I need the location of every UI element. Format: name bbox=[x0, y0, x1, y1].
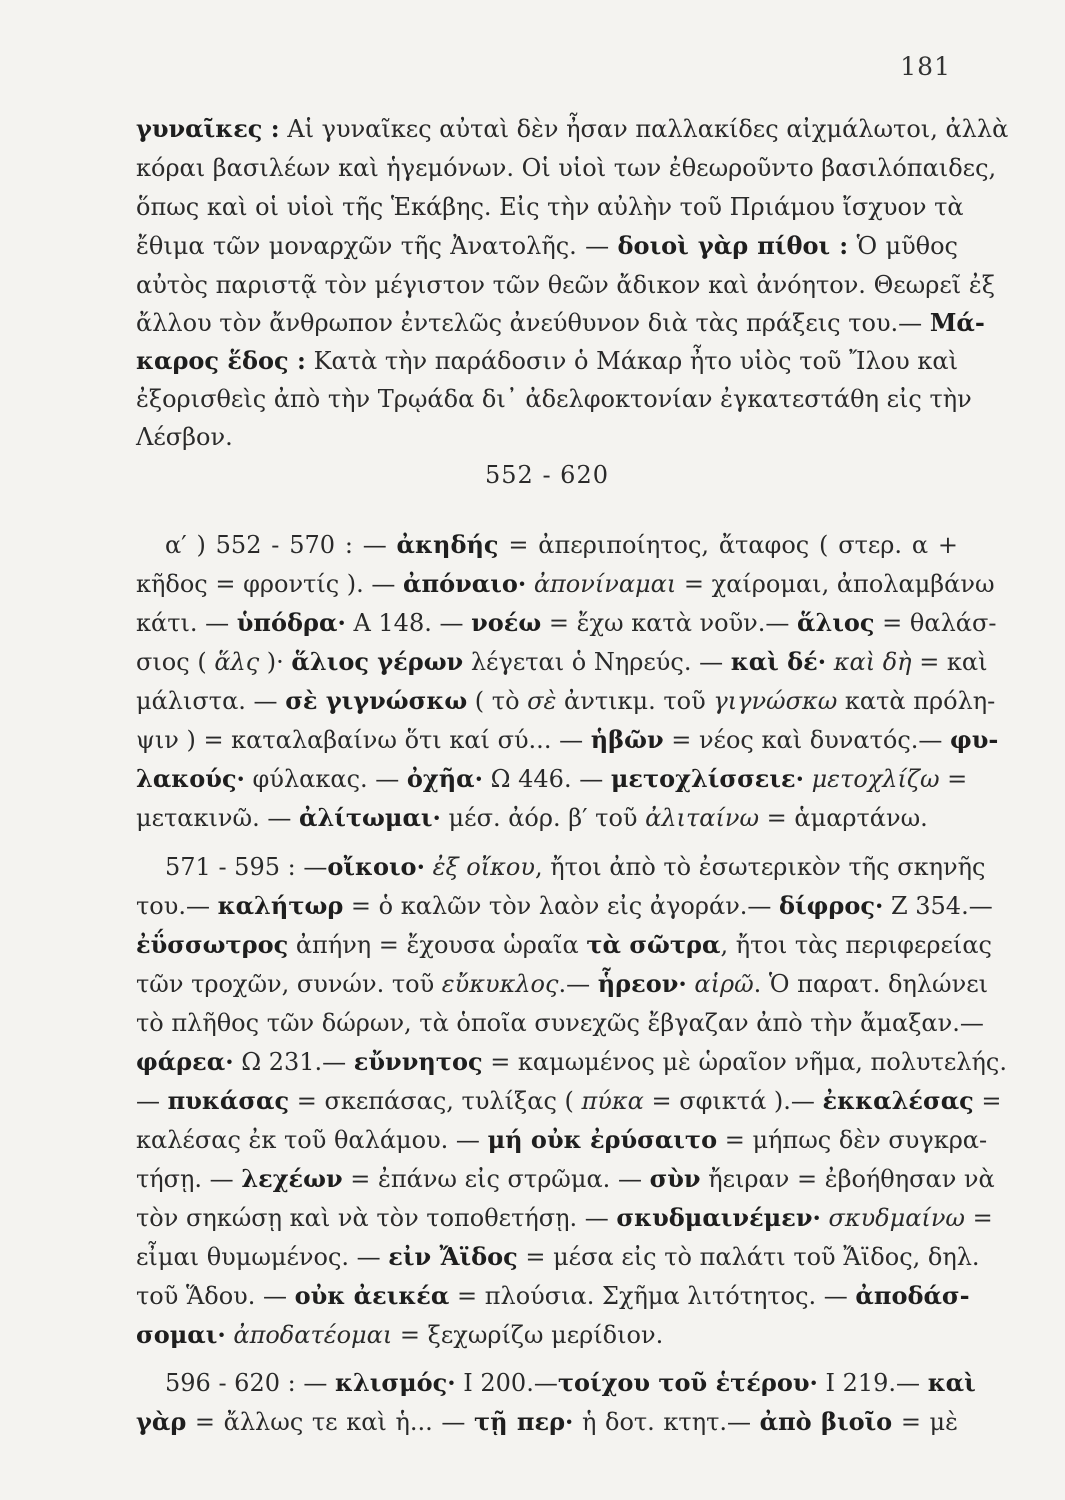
text-line: 571 - 595 : —οἴκοιο· ἐξ οἴκου, ἤτοι ἀπὸ τὸ ἐσωτερικὸν τῆς σκηνῆς bbox=[165, 852, 986, 881]
text-line: τὸ πλῆθος τῶν δώρων, τὰ ὁποῖα συνεχῶς ἔβγαζαν ἀπὸ τὴν ἄμαξαν.— bbox=[136, 1009, 984, 1037]
text-line: τῶν τροχῶν, συνών. τοῦ εὔκυκλος.— ἧρεον· αἱρῶ. Ὁ παρατ. δηλώνει bbox=[136, 969, 989, 998]
text-line: ἐΰσσωτρος ἀπήνη = ἔχουσα ὡραῖα τὰ σῶτρα, ἤτοι τὰς περιφερείας bbox=[136, 930, 992, 959]
text-line: εἶμαι θυμωμένος. — εἰν Ἄϊδος = μέσα εἰς τὸ παλάτι τοῦ Ἄϊδος, δηλ. bbox=[136, 1242, 980, 1271]
text-line: ἔθιμα τῶν μοναρχῶν τῆς Ἀνατολῆς. — δοιοὶ γὰρ πίθοι : Ὁ μῦθος bbox=[136, 231, 958, 260]
text-line: α′ ) 552 - 570 : — ἀκηδής = ἀπεριποίητος, ἄταφος ( στερ. α + bbox=[165, 530, 958, 559]
text-line: γυναῖκες : Αἱ γυναῖκες αὐταὶ δὲν ἦσαν παλλακίδες αἰχμάλωτοι, ἀλλὰ bbox=[136, 114, 1009, 143]
text-line: καλέσας ἐκ τοῦ θαλάμου. — μή οὐκ ἐρύσαιτο = μήπως δὲν συγκρα- bbox=[136, 1125, 988, 1154]
text-line: 596 - 620 : — κλισμός· Ι 200.—τοίχου τοῦ ἑτέρου· Ι 219.— καὶ bbox=[165, 1368, 976, 1397]
text-line: Λέσβον. bbox=[136, 423, 233, 451]
text-line: σιος ( ἅλς )· ἅλιος γέρων λέγεται ὁ Νηρεύς. — καὶ δέ· καὶ δὴ = καὶ bbox=[136, 647, 988, 676]
text-line: τήσῃ. — λεχέων = ἐπάνω εἰς στρῶμα. — σὺν ἤειραν = ἐβοήθησαν νὰ bbox=[136, 1164, 995, 1193]
text-line: ἄλλου τὸν ἄνθρωπον ἐντελῶς ἀνεύθυνον διὰ τὰς πράξεις του.— Μά- bbox=[136, 308, 985, 337]
text-line: κόραι βασιλέων καὶ ἡγεμόνων. Οἱ υἱοὶ των ἐθεωροῦντο βασιλόπαιδες, bbox=[136, 154, 997, 182]
page-number: 181 bbox=[900, 52, 951, 81]
text-line: φάρεα· Ω 231.— εὔννητος = καμωμένος μὲ ὡραῖον νῆμα, πολυτελής. bbox=[136, 1047, 1007, 1076]
section-heading: 552 - 620 bbox=[485, 461, 609, 489]
text-line: μάλιστα. — σὲ γιγνώσκω ( τὸ σὲ ἀντικμ. τοῦ γιγνώσκω κατὰ πρόλη- bbox=[136, 686, 996, 715]
text-line: ἐξορισθεὶς ἀπὸ τὴν Τρῳάδα δι᾽ ἀδελφοκτονίαν ἐγκατεστάθη εἰς τὴν bbox=[136, 385, 972, 413]
text-line: γὰρ = ἄλλως τε καὶ ἡ... — τῇ περ· ἡ δοτ. κτητ.— ἀπὸ βιοῖο = μὲ bbox=[136, 1407, 959, 1436]
text-line: μετακινῶ. — ἀλίτωμαι· μέσ. ἀόρ. β′ τοῦ ἀλιταίνω = ἁμαρτάνω. bbox=[136, 803, 928, 832]
text-line: καρος ἕδος : Κατὰ τὴν παράδοσιν ὁ Μάκαρ ἦτο υἱὸς τοῦ Ἴλου καὶ bbox=[136, 346, 959, 375]
text-line: ὅπως καὶ οἱ υἱοὶ τῆς Ἑκάβης. Εἰς τὴν αὐλὴν τοῦ Πριάμου ἴσχυον τὰ bbox=[136, 193, 964, 221]
text-line: ψιν ) = καταλαβαίνω ὅτι καί σύ... — ἡβῶν = νέος καὶ δυνατός.— φυ- bbox=[136, 725, 999, 754]
text-line: του.— καλήτωρ = ὁ καλῶν τὸν λαὸν εἰς ἀγοράν.— δίφρος· Ζ 354.— bbox=[136, 891, 993, 920]
text-line: — πυκάσας = σκεπάσας, τυλίξας ( πύκα = σφικτά ).— ἐκκαλέσας = bbox=[136, 1086, 1002, 1115]
text-line: τὸν σηκώσῃ καὶ νὰ τὸν τοποθετήσῃ. — σκυδμαινέμεν· σκυδμαίνω = bbox=[136, 1203, 993, 1232]
text-line: αὐτὸς παριστᾷ τὸν μέγιστον τῶν θεῶν ἄδικον καὶ ἀνόητον. Θεωρεῖ ἐξ bbox=[136, 271, 995, 299]
text-line: λακούς· φύλακας. — ὀχῆα· Ω 446. — μετοχλίσσειε· μετοχλίζω = bbox=[136, 764, 968, 793]
text-line: σομαι· ἀποδατέομαι = ξεχωρίζω μερίδιον. bbox=[136, 1320, 664, 1349]
text-line: τοῦ Ἅδου. — οὐκ ἀεικέα = πλούσια. Σχῆμα λιτότητος. — ἀποδάσ- bbox=[136, 1281, 970, 1310]
text-line: κῆδος = φροντίς ). — ἀπόναιο· ἀπονίναμαι = χαίρομαι, ἀπολαμβάνω bbox=[136, 569, 995, 598]
text-line: κάτι. — ὑπόδρα· Α 148. — νοέω = ἔχω κατὰ νοῦν.— ἅλιος = θαλάσ- bbox=[136, 608, 997, 637]
